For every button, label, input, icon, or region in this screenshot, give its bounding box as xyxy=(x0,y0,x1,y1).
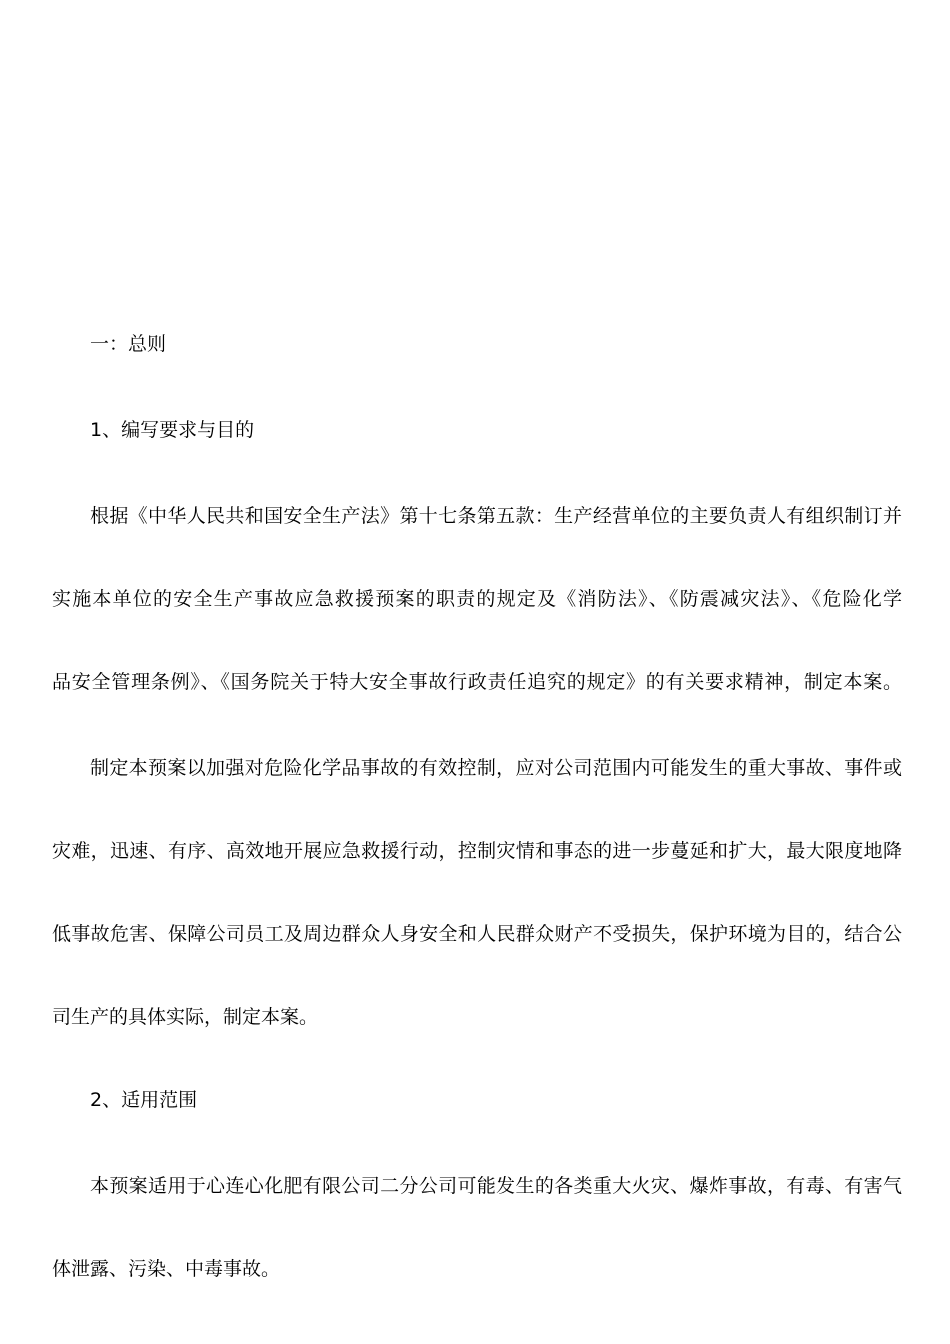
section-heading: 一：总则 xyxy=(90,333,167,355)
paragraph-line: 体泄露、污染、中毒事故。 xyxy=(52,1258,281,1280)
paragraph-line: 实施本单位的安全生产事故应急救援预案的职责的规定及《消防法》、《防震减灾法》、《危险化学 xyxy=(52,588,902,610)
paragraph-line: 本预案适用于心连心化肥有限公司二分公司可能发生的各类重大火灾、爆炸事故，有毒、有害气 xyxy=(90,1175,902,1197)
paragraph-line: 制定本预案以加强对危险化学品事故的有效控制，应对公司范围内可能发生的重大事故、事件或 xyxy=(90,757,902,779)
paragraph-line: 根据《中华人民共和国安全生产法》第十七条第五款：生产经营单位的主要负责人有组织制订并 xyxy=(90,505,902,527)
paragraph-line: 司生产的具体实际，制定本案。 xyxy=(52,1006,319,1028)
paragraph-line: 品安全管理条例》、《国务院关于特大安全事故行政责任追究的规定》的有关要求精神，制定本案。 xyxy=(52,671,902,693)
paragraph-line: 低事故危害、保障公司员工及周边群众人身安全和人民群众财产不受损失，保护环境为目的，结合公 xyxy=(52,923,902,945)
paragraph-line: 灾难，迅速、有序、高效地开展应急救援行动，控制灾情和事态的进一步蔓延和扩大，最大限度地降 xyxy=(52,840,902,862)
subsection-heading-scope: 2、适用范围 xyxy=(90,1089,198,1111)
subsection-heading-purpose: 1、编写要求与目的 xyxy=(90,419,255,441)
